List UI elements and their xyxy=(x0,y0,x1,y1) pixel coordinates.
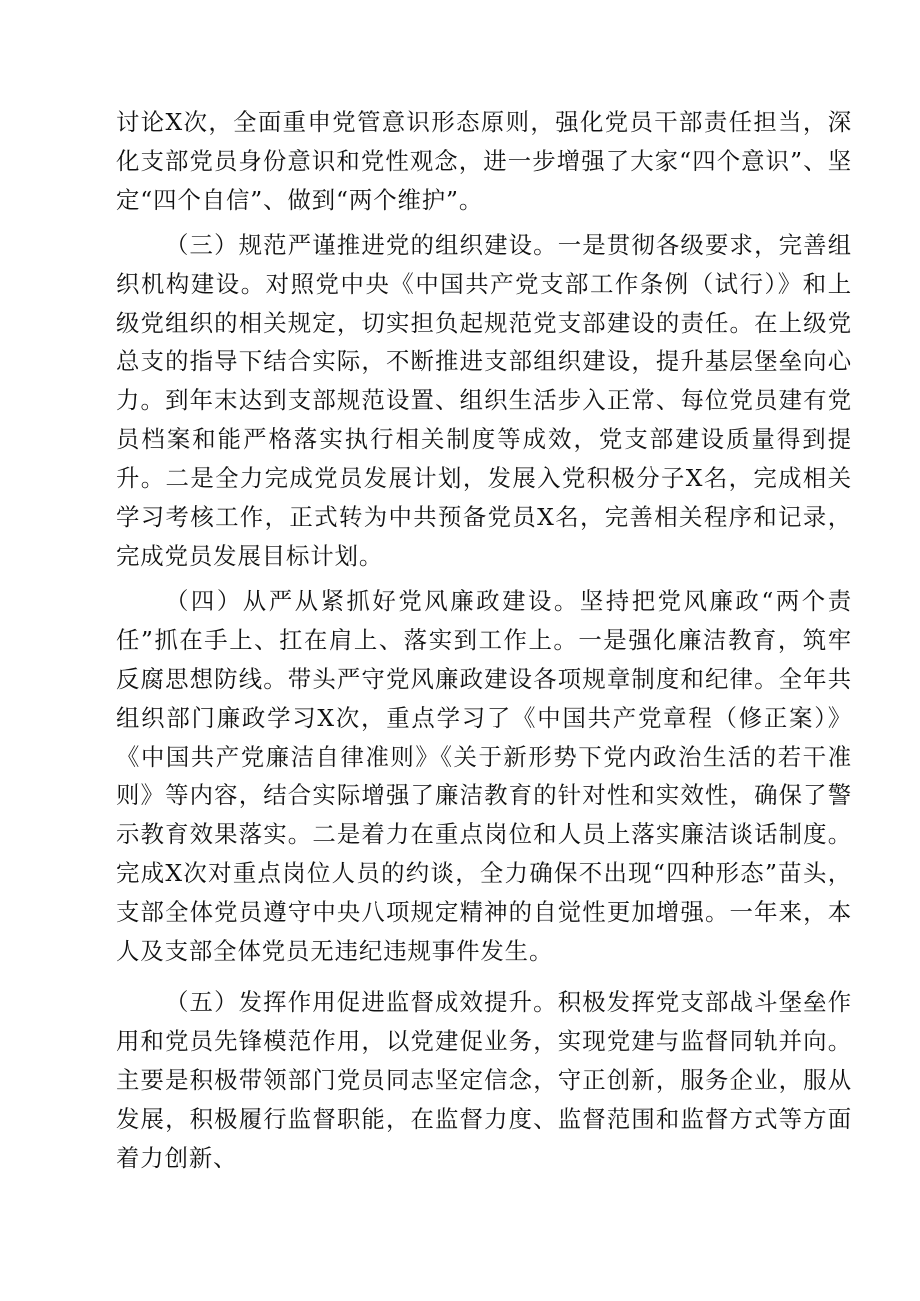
paragraph-section-4: （四）从严从紧抓好党风廉政建设。坚持把党风廉政“两个责任”抓在手上、扛在肩上、落实到工作上。一是强化廉洁教育，筑牢反腐思想防线。带头严守党风廉政建设各项规章制度和纪律。全年共组织部门廉政学习X次，重点学习了《中国共产党章程（修正案）》《中国共产党廉洁自律准则》《关于新形势下党内政治生活的若干准则》等内容，结合实际增强了廉洁教育的针对性和实效性，确保了警示教育效果落实。二是着力在重点岗位和人员上落实廉洁谈话制度。完成X次对重点岗位人员的约谈，全力确保不出现“四种形态”苗头，支部全体党员遵守中央八项规定精神的自觉性更加增强。一年来，本人及支部全体党员无违纪违规事件发生。 xyxy=(116,586,852,966)
paragraph-section-3: （三）规范严谨推进党的组织建设。一是贯彻各级要求，完善组织机构建设。对照党中央《中国共产党支部工作条例（试行）》和上级党组织的相关规定，切实担负起规范党支部建设的责任。在上级党总支的指导下结合实际，不断推进支部组织建设，提升基层堡垒向心力。到年末达到支部规范设置、组织生活步入正常、每位党员建有党员档案和能严格落实执行相关制度等成效，党支部建设质量得到提升。二是全力完成党员发展计划，发展入党积极分子X名，完成相关学习考核工作，正式转为中共预备党员X名，完善相关程序和记录，完成党员发展目标计划。 xyxy=(116,230,852,570)
paragraph-section-5: （五）发挥作用促进监督成效提升。积极发挥党支部战斗堡垒作用和党员先锋模范作用，以党建促业务，实现党建与监督同轨并向。主要是积极带领部门党员同志坚定信念，守正创新，服务企业，服从发展，积极履行监督职能，在监督力度、监督范围和监督方式等方面着力创新、 xyxy=(116,987,852,1172)
paragraph-continued: 讨论X次，全面重申党管意识形态原则，强化党员干部责任担当，深化支部党员身份意识和党性观念，进一步增强了大家“四个意识”、坚定“四个自信”、做到“两个维护”。 xyxy=(116,108,852,214)
document-body xyxy=(116,103,852,1177)
